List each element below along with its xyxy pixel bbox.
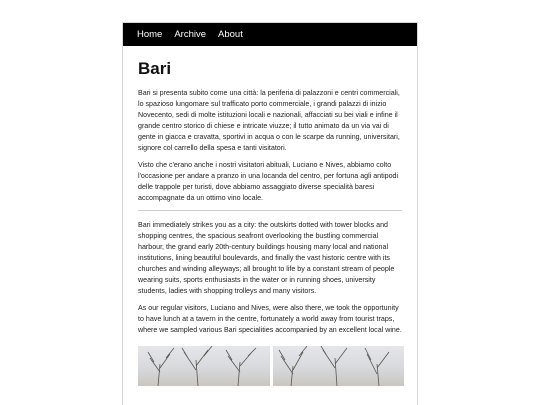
page-container: [122, 22, 418, 405]
bare-trees-image: [273, 346, 403, 386]
photo-panel-left: [138, 346, 270, 386]
nav-link-about[interactable]: About: [218, 28, 243, 40]
nav-link-archive[interactable]: Archive: [174, 28, 207, 40]
top-navbar: [123, 23, 417, 46]
language-divider: [138, 210, 402, 211]
paragraph-english-1: Bari immediately strikes you as a city: the outskirts dotted with tower blocks and shopping centres, the spacious seafront overlooking the bustling commercial harbour, the grand early 20th-century buildings housing many local and national institutions, lining beautiful boulevards, and finally the vast historic centre with its churches and winding alleyways; all brought to life by a constant stream of people wearing suits, sports enthusiasts in the water or in running shoes, university students, ladies with shopping trolleys and many visitors.: [138, 220, 395, 295]
paragraph-english-2: As our regular visitors, Luciano and Nives, were also there, we took the opportunity to have lunch at a tavern in the centre, fortunately a world away from tourist traps, where we sampled various Bari specialities accompanied by an excellent local wine.: [138, 303, 402, 334]
article-content: [123, 46, 417, 386]
page-title: Bari: [138, 59, 172, 78]
paragraph-italian-2: Visto che c'erano anche i nostri visitatori abituali, Luciano e Nives, abbiamo colto l'occasione per andare a pranzo in una locanda del centro, per fortuna agli antipodi delle trappole per turisti, dove abbiamo assaggiato diverse specialità baresi accompagnate da un ottimo vino locale.: [138, 160, 399, 202]
bare-trees-image: [138, 346, 268, 386]
article-photo: [138, 346, 404, 386]
nav-link-home[interactable]: Home: [137, 28, 163, 40]
photo-panel-right: [273, 346, 405, 386]
paragraph-italian-1: Bari si presenta subito come una città: la periferia di palazzoni e centri commerciali, lo spazioso lungomare sul trafficato porto commerciale, i grandi palazzi di inizio Novecento, sedi di molte istituzioni locali e nazionali, affacciati su bei viali e infine il grande centro storico di chiese e intricate viuzze; il tutto animato da un via vai di gente in giacca e cravatta, sportivi in acqua o con le scarpe da running, universitari, signore col carrello della spesa e tanti visitatori.: [138, 88, 400, 152]
